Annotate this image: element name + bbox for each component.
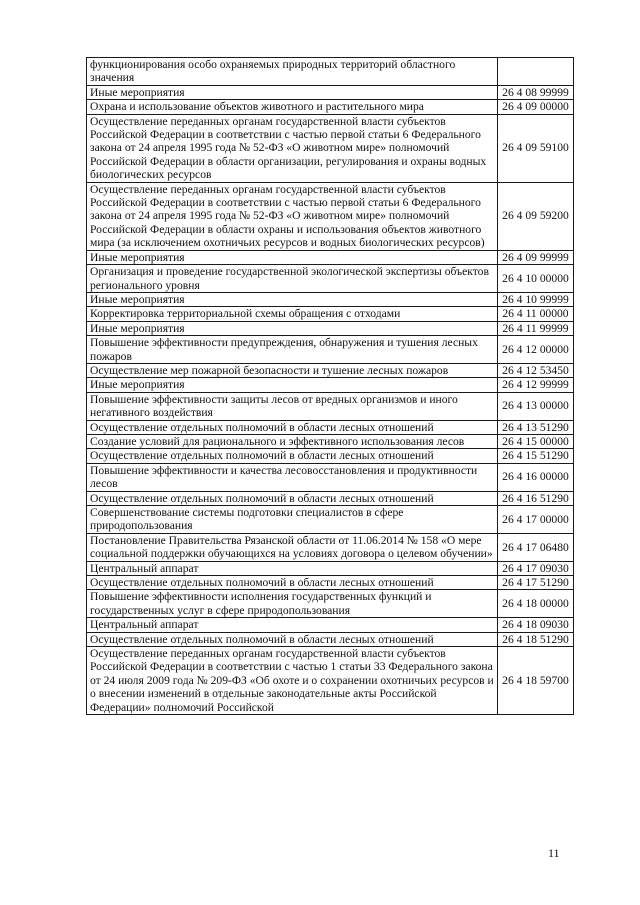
table-row — [87, 58, 574, 86]
row-code-cell: 26 4 10 99999 — [498, 292, 574, 306]
table-row — [87, 491, 574, 505]
table-row — [87, 449, 574, 463]
row-code-cell: 26 4 11 99999 — [498, 321, 574, 335]
row-code-cell: 26 4 17 00000 — [498, 506, 574, 534]
row-code-cell: 26 4 16 51290 — [498, 491, 574, 505]
page-number: 11 — [548, 846, 560, 860]
row-name-cell: Иные мероприятия — [87, 378, 498, 392]
row-code-cell: 26 4 09 99999 — [498, 250, 574, 264]
table-row — [87, 434, 574, 448]
row-name-cell: Осуществление отдельных полномочий в области лесных отношений — [87, 491, 498, 505]
row-code-cell: 26 4 12 53450 — [498, 363, 574, 377]
row-code-cell: 26 4 17 09030 — [498, 561, 574, 575]
row-code-cell: 26 4 12 00000 — [498, 336, 574, 364]
row-name-cell: Осуществление переданных органам государственной власти субъектов Российской Федерации в соответствии с частью первой статьи 6 Федерального закона от 24 апреля 1995 года № 52-ФЗ «О животном мире» полномочий Российской Федерации в области организации, регулирования и охраны водных биологических ресурсов — [87, 114, 498, 182]
row-code-cell: 26 4 10 00000 — [498, 265, 574, 293]
row-name-cell: Охрана и использование объектов животного и растительного мира — [87, 100, 498, 114]
row-name-cell: Организация и проведение государственной экологической экспертизы объектов регионального уровня — [87, 265, 498, 293]
row-name-cell: Повышение эффективности и качества лесовосстановления и продуктивности лесов — [87, 463, 498, 491]
table-row — [87, 100, 574, 114]
table-row — [87, 265, 574, 293]
row-name-cell: Совершенствование системы подготовки специалистов в сфере природопользования — [87, 506, 498, 534]
table-row — [87, 618, 574, 632]
table-row — [87, 182, 574, 250]
row-code-cell: 26 4 16 00000 — [498, 463, 574, 491]
table-row — [87, 114, 574, 182]
row-code-cell: 26 4 09 59100 — [498, 114, 574, 182]
row-name-cell: Осуществление переданных органам государственной власти субъектов Российской Федерации в соответствии с частью первой статьи 6 Федерального закона от 24 апреля 1995 года № 52-ФЗ «О животном мире» полномочий Российской Федерации в области охраны и использования объектов животного мира (за исключением охотничьих ресурсов и водных биологических ресурсов) — [87, 182, 498, 250]
row-code-cell: 26 4 17 51290 — [498, 576, 574, 590]
row-code-cell: 26 4 13 51290 — [498, 420, 574, 434]
row-name-cell: Осуществление отдельных полномочий в области лесных отношений — [87, 449, 498, 463]
row-code-cell: 26 4 18 59700 — [498, 647, 574, 715]
table-row — [87, 336, 574, 364]
row-name-cell: Осуществление переданных органам государственной власти субъектов Российской Федерации в соответствии с частью 1 статьи 33 Федерального закона от 24 июля 2009 года № 209-ФЗ «Об охоте и о сохранении охотничьих ресурсов и о внесении изменений в отдельные законодательные акты Российской Федерации» полномочий Российской — [87, 647, 498, 715]
table-row — [87, 392, 574, 420]
table-row — [87, 307, 574, 321]
table-row — [87, 561, 574, 575]
row-name-cell: Повышение эффективности защиты лесов от вредных организмов и иного негативного воздействия — [87, 392, 498, 420]
row-name-cell: Повышение эффективности предупреждения, обнаружения и тушения лесных пожаров — [87, 336, 498, 364]
row-name-cell: Центральный аппарат — [87, 618, 498, 632]
table-row — [87, 420, 574, 434]
row-code-cell: 26 4 08 99999 — [498, 85, 574, 99]
table-row — [87, 506, 574, 534]
row-name-cell: Иные мероприятия — [87, 292, 498, 306]
row-name-cell: Иные мероприятия — [87, 85, 498, 99]
row-code-cell: 26 4 13 00000 — [498, 392, 574, 420]
table-row — [87, 632, 574, 646]
row-code-cell: 26 4 11 00000 — [498, 307, 574, 321]
table-row — [87, 378, 574, 392]
table-row — [87, 463, 574, 491]
row-name-cell: Осуществление отдельных полномочий в области лесных отношений — [87, 576, 498, 590]
table-row — [87, 590, 574, 618]
table-row — [87, 363, 574, 377]
row-name-cell: Иные мероприятия — [87, 321, 498, 335]
row-code-cell: 26 4 15 51290 — [498, 449, 574, 463]
table-row — [87, 647, 574, 715]
row-name-cell: Постановление Правительства Рязанской области от 11.06.2014 № 158 «О мере социальной поддержки обучающихся на условиях договора о целевом обучении» — [87, 533, 498, 561]
row-name-cell: Осуществление отдельных полномочий в области лесных отношений — [87, 632, 498, 646]
table-row — [87, 85, 574, 99]
table-row — [87, 292, 574, 306]
table-row — [87, 576, 574, 590]
row-name-cell: Осуществление мер пожарной безопасности и тушение лесных пожаров — [87, 363, 498, 377]
row-code-cell: 26 4 09 59200 — [498, 182, 574, 250]
row-code-cell: 26 4 17 06480 — [498, 533, 574, 561]
table-row — [87, 533, 574, 561]
table-body — [87, 58, 574, 715]
row-name-cell: Иные мероприятия — [87, 250, 498, 264]
row-code-cell: 26 4 12 99999 — [498, 378, 574, 392]
budget-classification-table — [86, 57, 574, 715]
table-row — [87, 250, 574, 264]
row-code-cell: 26 4 09 00000 — [498, 100, 574, 114]
row-code-cell: 26 4 18 09030 — [498, 618, 574, 632]
row-name-cell: Корректировка территориальной схемы обращения с отходами — [87, 307, 498, 321]
row-code-cell: 26 4 15 00000 — [498, 434, 574, 448]
row-code-cell — [498, 58, 574, 86]
row-code-cell: 26 4 18 51290 — [498, 632, 574, 646]
table-row — [87, 321, 574, 335]
row-name-cell: Центральный аппарат — [87, 561, 498, 575]
row-name-cell: Создание условий для рационального и эффективного использования лесов — [87, 434, 498, 448]
row-name-cell: функционирования особо охраняемых природных территорий областного значения — [87, 58, 498, 86]
row-code-cell: 26 4 18 00000 — [498, 590, 574, 618]
row-name-cell: Повышение эффективности исполнения государственных функций и государственных услуг в сфере природопользования — [87, 590, 498, 618]
row-name-cell: Осуществление отдельных полномочий в области лесных отношений — [87, 420, 498, 434]
